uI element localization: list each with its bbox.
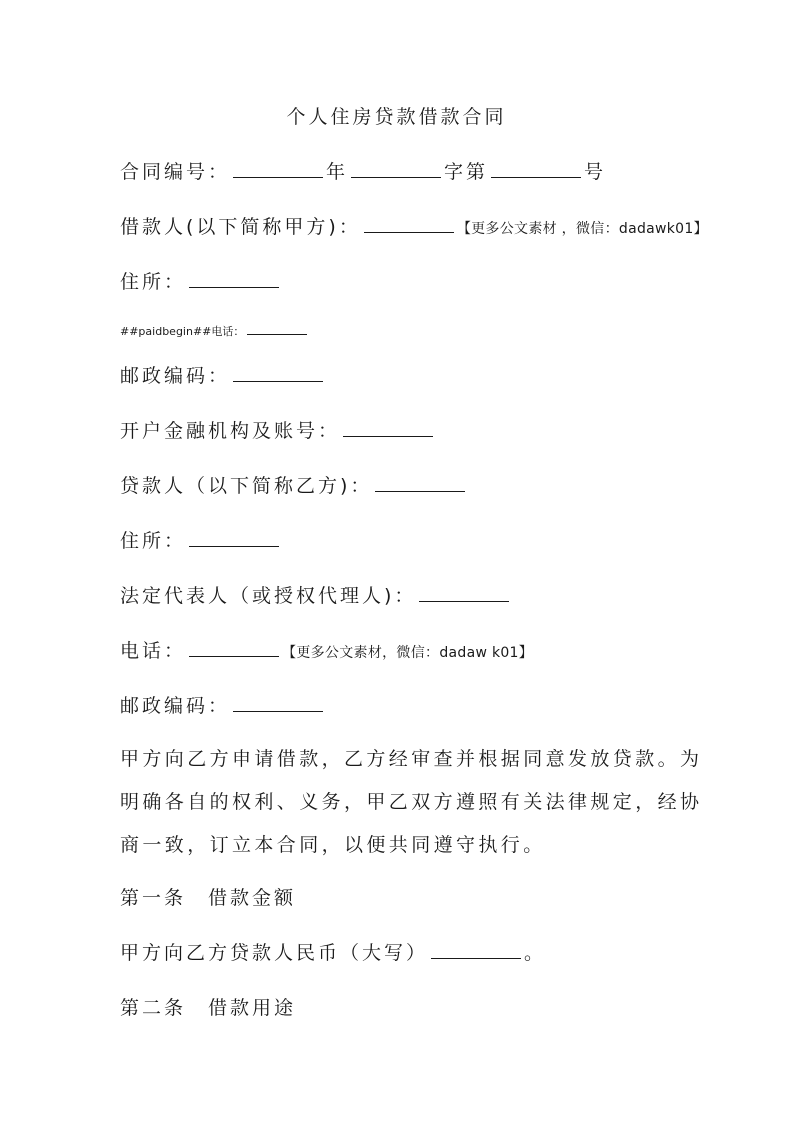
article1-period: 。 bbox=[524, 942, 547, 964]
borrower-phone-blank bbox=[247, 323, 307, 335]
intro-paragraph bbox=[120, 738, 703, 867]
borrower-address-line bbox=[120, 268, 282, 296]
lender-line bbox=[120, 472, 468, 500]
year-text: 年 bbox=[326, 161, 349, 183]
lender-postcode-blank bbox=[233, 693, 323, 712]
loan-amount-blank bbox=[431, 940, 521, 959]
legal-rep-line bbox=[120, 582, 512, 610]
legal-rep-blank bbox=[419, 583, 509, 602]
document-title: 个人住房贷款借款合同 bbox=[286, 106, 507, 128]
intro-line: 商一致，订立本合同，以便共同遵守执行。 bbox=[120, 834, 546, 856]
lender-phone-label: 电话： bbox=[120, 640, 187, 662]
borrower-line bbox=[120, 213, 708, 243]
contract-number-label: 合同编号： bbox=[120, 161, 231, 183]
intro-line: 甲方向乙方申请借款，乙方经审查并根据同意发放贷款。为 bbox=[120, 748, 703, 770]
zi-di-text: 字第 bbox=[444, 161, 489, 183]
number-blank bbox=[491, 159, 581, 178]
article2-heading: 第二条 借款用途 bbox=[120, 997, 297, 1019]
lender-phone-line bbox=[120, 637, 533, 667]
intro-line: 明确各自的权利、义务，甲乙双方遵照有关法律规定，经协 bbox=[120, 791, 703, 813]
borrower-label: 借款人(以下简称甲方)： bbox=[120, 216, 361, 238]
lender-blank bbox=[375, 473, 465, 492]
bank-account-label: 开户金融机构及账号： bbox=[120, 420, 341, 442]
lender-phone-note: 【更多公文素材，微信：dadaw k01】 bbox=[282, 645, 534, 661]
borrower-address-label: 住所： bbox=[120, 271, 187, 293]
lender-label: 贷款人（以下简称乙方)： bbox=[120, 475, 373, 497]
borrower-phone-label: ##paidbegin##电话： bbox=[120, 325, 245, 338]
year-blank bbox=[233, 159, 323, 178]
borrower-blank bbox=[364, 214, 454, 233]
hao-text: 号 bbox=[584, 161, 607, 183]
article1-text: 甲方向乙方贷款人民币（大写） bbox=[120, 942, 429, 964]
lender-postcode-label: 邮政编码： bbox=[120, 695, 231, 717]
borrower-postcode-label: 邮政编码： bbox=[120, 365, 231, 387]
zi-blank bbox=[351, 159, 441, 178]
bank-account-line bbox=[120, 417, 436, 445]
article1-heading: 第一条 借款金额 bbox=[120, 887, 297, 909]
contract-number-line bbox=[120, 158, 606, 186]
bank-account-blank bbox=[343, 418, 433, 437]
borrower-postcode-line bbox=[120, 362, 326, 390]
lender-address-blank bbox=[189, 528, 279, 547]
lender-phone-blank bbox=[189, 638, 279, 657]
article1-text-line bbox=[120, 939, 546, 967]
borrower-address-blank bbox=[189, 269, 279, 288]
lender-postcode-line bbox=[120, 692, 326, 720]
borrower-note: 【更多公文素材 ，微信：dadawk01】 bbox=[456, 221, 708, 237]
lender-address-line bbox=[120, 527, 282, 555]
borrower-phone-line bbox=[120, 318, 310, 346]
lender-address-label: 住所： bbox=[120, 530, 187, 552]
legal-rep-label: 法定代表人（或授权代理人)： bbox=[120, 585, 417, 607]
borrower-postcode-blank bbox=[233, 363, 323, 382]
